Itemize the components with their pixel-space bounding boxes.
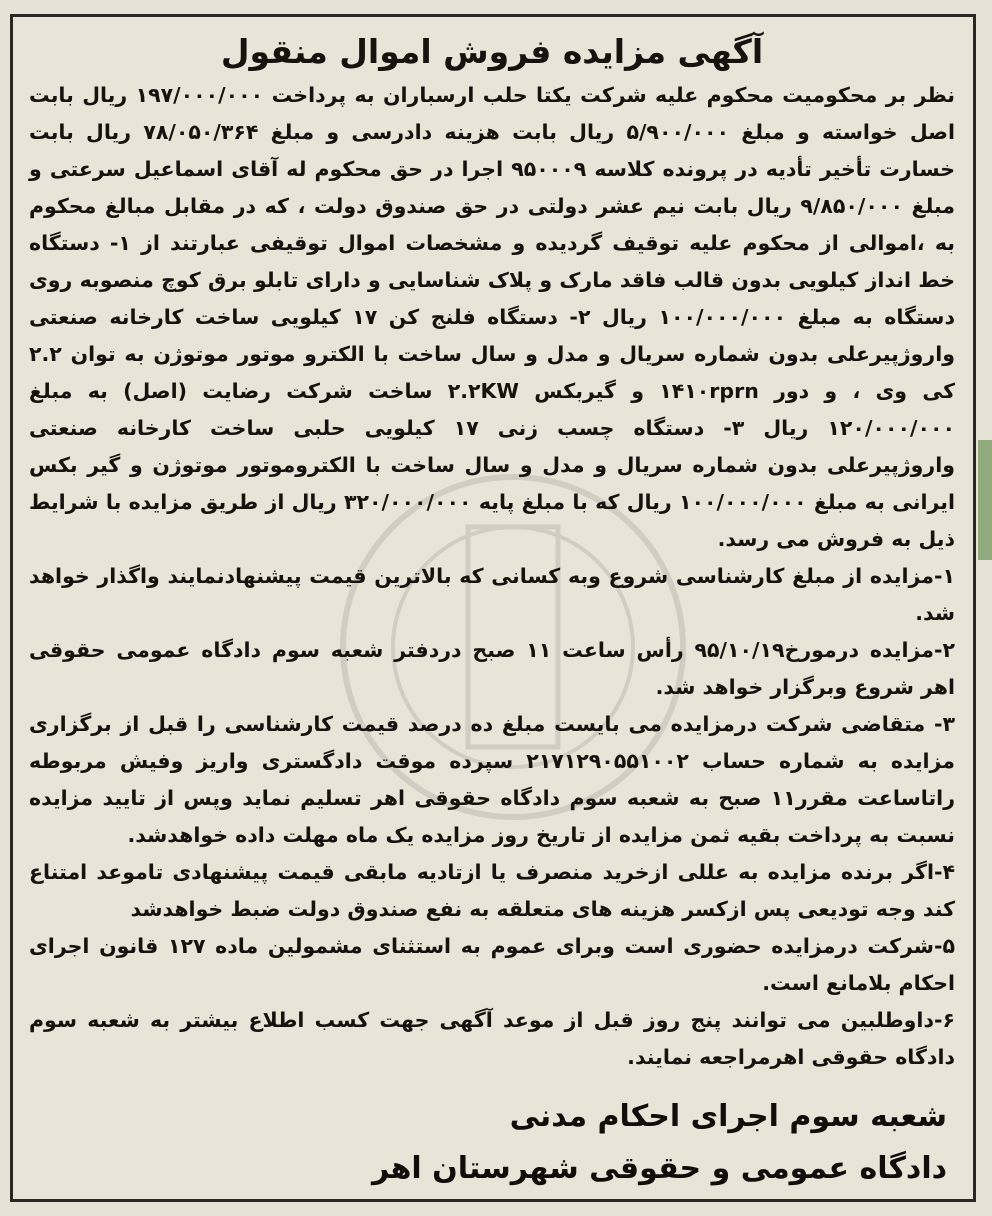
issuer-signature — [372, 1091, 947, 1195]
condition-4: ۴-اگر برنده مزایده به عللی ازخرید منصرف یا ازتادیه مابقی قیمت پیشنهادی تاموعد امتناع کند وجه تودیعی پس ازکسر هزینه های متعلقه به نفع صندوق دولت ضبط خواهدشد — [29, 860, 955, 921]
condition-3: ۳- متقاضی شرکت درمزایده می بایست مبلغ ده درصد قیمت کارشناسی را قبل از برگزاری مزایده به شماره حساب ۲۱۷۱۲۹۰۵۵۱۰۰۲ سپرده موقت دادگستری واریز وفیش مربوطه راتاساعت مقرر۱۱ صبح به شعبه سوم دادگاه حقوقی اهر تسلیم نماید وپس از تایید مزایده نسبت به پرداخت بقیه ثمن مزایده از تاریخ روز مزایده یک ماه مهلت داده خواهدشد. — [29, 712, 956, 847]
issuer-line-1: شعبه سوم اجرای احکام مدنی — [509, 1099, 947, 1134]
notice-title: آگهی مزایده فروش اموال منقول — [220, 32, 764, 71]
condition-5: ۵-شرکت درمزایده حضوری است وبرای عموم به استثنای مشمولین ماده ۱۲۷ قانون اجرای احکام بلامانع است. — [29, 934, 955, 995]
notice-body: نظر بر محکومیت محکوم علیه شرکت یکتا حلب ارسباران به پرداخت ۱۹۷/۰۰۰/۰۰۰ ریال بابت اصل خواسته و مبلغ ۵/۹۰۰/۰۰۰ ریال بابت هزینه دادرسی و مبلغ ۷۸/۰۵۰/۳۶۴ ریال بابت خسارت تأخیر تأدیه در پرونده کلاسه ۹۵۰۰۰۹ اجرا در حق محکوم له آقای اسماعیل سرعتی و مبلغ ۹/۸۵۰/۰۰۰ ریال بابت نیم عشر دولتی در حق صندوق دولت ، که در مقابل مبالغ محکوم به ،اموالی از محکوم علیه توقیف گردیده و مشخصات اموال توقیفی عبارتند از ۱- دستگاه خط انداز کیلویی بدون قالب فاقد مارک و پلاک شناسایی و دارای تابلو برق کوچ منصوبه روی دستگاه به مبلغ ۱۰۰/۰۰۰/۰۰۰ ریال ۲- دستگاه فلنج کن ۱۷ کیلویی ساخت کارخانه صنعتی واروژپیرعلی بدون شماره سریال و مدل و سال ساخت با الکترو موتور موتوژن به توان ۲.۲ کی وی ، و دور ۱۴۱۰rprn و گیربکس ۲.۲KW ساخت شرکت رضایت (اصل) به مبلغ ۱۲۰/۰۰۰/۰۰۰ ریال ۳- دستگاه چسب زنی ۱۷ کیلویی حلبی ساخت کارخانه صنعتی واروژپیرعلی بدون شماره سریال و مدل و سال ساخت با الکتروموتور موتوژن و گیر بکس ایرانی به مبلغ ۱۰۰/۰۰۰/۰۰۰ ریال که با مبلغ پایه ۳۲۰/۰۰۰/۰۰۰ ریال از طریق مزایده با شرایط ذیل به فروش می رسد. — [29, 83, 956, 551]
condition-2: ۲-مزایده درمورخ۹۵/۱۰/۱۹ رأس ساعت ۱۱ صبح دردفتر شعبه سوم دادگاه عمومی حقوقی اهر شروع وبرگزار خواهد شد. — [29, 638, 955, 699]
paper-stain — [978, 440, 992, 560]
condition-1: ۱-مزایده از مبلغ کارشناسی شروع وبه کسانی که بالاترین قیمت پیشنهادنمایند واگذار خواهد شد. — [29, 564, 955, 625]
notice-content — [29, 29, 955, 1076]
condition-6: ۶-داوطلبین می توانند پنج روز قبل از موعد آگهی جهت کسب اطلاع بیشتر به شعبه سوم دادگاه حقوقی اهرمراجعه نمایند. — [29, 1008, 955, 1069]
notice-frame — [10, 14, 976, 1202]
issuer-line-2: دادگاه عمومی و حقوقی شهرستان اهر — [371, 1151, 947, 1186]
